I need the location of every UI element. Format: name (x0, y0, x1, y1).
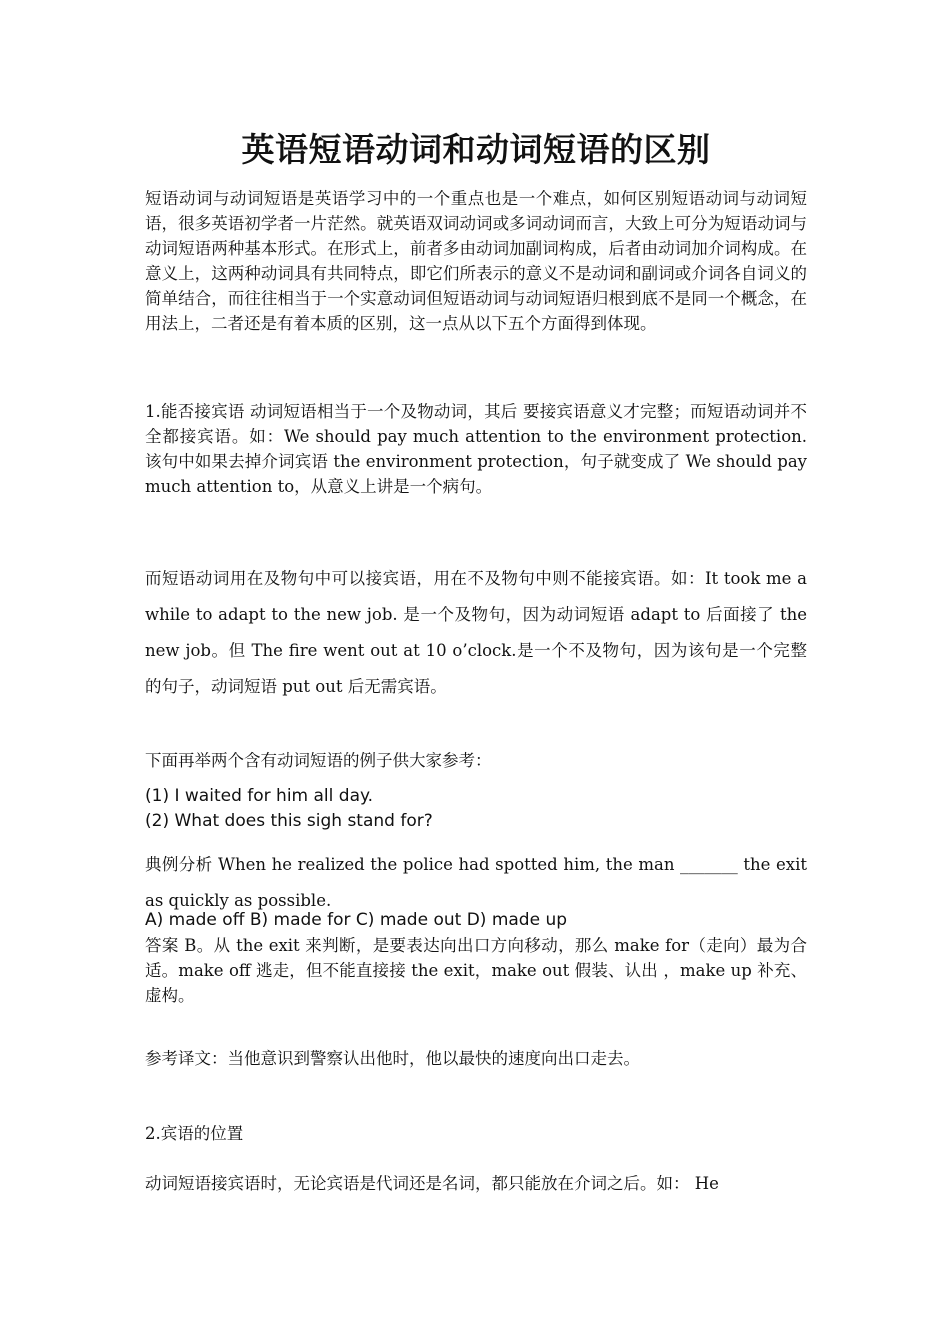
section-1-text: 动词短语相当于一个及物动词，其后 要接宾语意义才完整；而短语动词并不全都接宾语。如：We should pay much attention to the environment protection. 该句中如果去掉介词宾语 the environment protection，句子就变成了 We should pay much attention to，从意义上讲是一个病句。 (145, 402, 807, 496)
transitive-paragraph: 而短语动词用在及物句中可以接宾语，用在不及物句中则不能接宾语。如：It took me a while to adapt to the new job. 是一个及物句，因为动词短语 adapt to 后面接了 the new job。但 The fire went out at 10 o’clock.是一个不及物句，因为该句是一个完整的句子，动词短语 put out 后无需宾语。 (145, 569, 807, 696)
document-page (145, 0, 807, 1344)
case-analysis: 典例分析 When he realized the police had spotted him, the man _______ the exit as quickly as possible. (145, 855, 807, 910)
section-1-paragraph (145, 399, 807, 499)
example-2: (2) What does this sigh stand for? (145, 811, 433, 831)
document-title: 英语短语动词和动词短语的区别 (241, 130, 711, 169)
intro-paragraph: 短语动词与动词短语是英语学习中的一个重点也是一个难点，如何区别短语动词与动词短语，很多英语初学者一片茫然。就英语双词动词或多词动词而言，大致上可分为短语动词与动词短语两种基本形式。在形式上，前者多由动词加副词构成，后者由动词加介词构成。在意义上，这两种动词具有共同特点，即它们所表示的意义不是动词和副词或介词各自词义的简单结合，而往往相当于一个实意动词但短语动词与动词短语归根到底不是同一个概念，在用法上，二者还是有着本质的区别，这一点从以下五个方面得到体现。 (145, 189, 807, 333)
answer-explanation: 答案 B。从 the exit 来判断，是要表达向出口方向移动，那么 make for（走向）最为合适。make off 逃走，但不能直接接 the exit，make out 假装、认出 ，make up 补充、虚构。 (145, 936, 807, 1005)
reference-translation: 参考译文：当他意识到警察认出他时，他以最快的速度向出口走去。 (145, 1049, 640, 1068)
section-1-heading: 1.能否接宾语 (145, 402, 245, 421)
answer-choices: A) made off B) made for C) made out D) made up (145, 910, 568, 930)
examples-intro: 下面再举两个含有动词短语的例子供大家参考： (145, 751, 492, 770)
section-2-heading: 2.宾语的位置 (145, 1124, 244, 1143)
object-position-paragraph: 动词短语接宾语时，无论宾语是代词还是名词，都只能放在介词之后。如： He (145, 1174, 719, 1193)
example-1: (1) I waited for him all day. (145, 786, 374, 806)
